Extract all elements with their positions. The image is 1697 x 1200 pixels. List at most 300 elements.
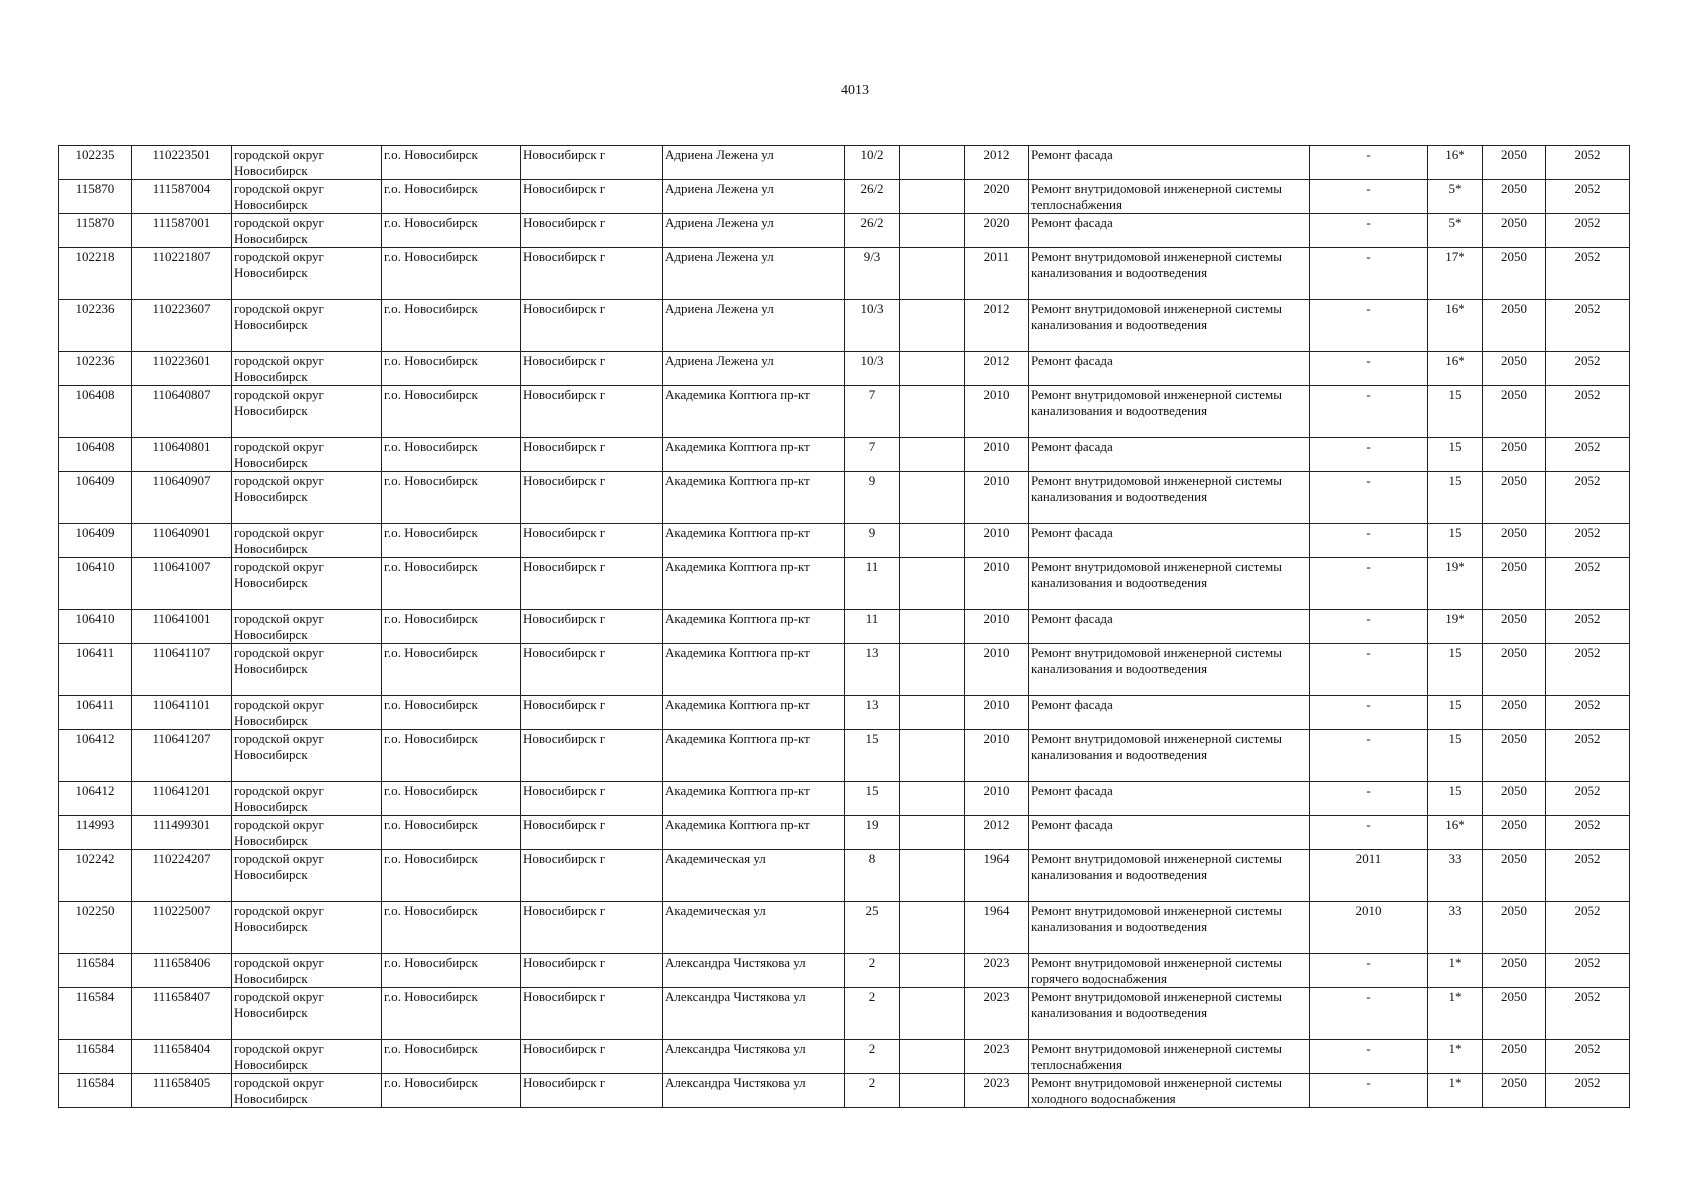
building-cell: [900, 1074, 965, 1108]
settlement-cell: г.о. Новосибирск: [382, 816, 521, 850]
plan-end-cell: 2052: [1546, 610, 1630, 644]
plan-end-cell: 2052: [1546, 386, 1630, 438]
work-id-cell: 110641101: [132, 696, 232, 730]
street-cell: Александра Чистякова ул: [663, 1040, 845, 1074]
build-year-cell: 2010: [965, 524, 1029, 558]
table-row: [59, 438, 1630, 472]
work-id-cell: 111658406: [132, 954, 232, 988]
work-type-cell: Ремонт фасада: [1029, 524, 1310, 558]
last-repair-year-cell: -: [1310, 610, 1428, 644]
plan-end-cell: 2052: [1546, 696, 1630, 730]
settlement-cell: г.о. Новосибирск: [382, 850, 521, 902]
work-id-cell: 110221807: [132, 248, 232, 300]
street-cell: Академика Коптюга пр-кт: [663, 438, 845, 472]
work-type-cell: Ремонт фасада: [1029, 782, 1310, 816]
last-repair-year-cell: -: [1310, 954, 1428, 988]
work-id-cell: 111658405: [132, 1074, 232, 1108]
last-repair-year-cell: -: [1310, 438, 1428, 472]
work-id-cell: 110641007: [132, 558, 232, 610]
house-id-cell: 102250: [59, 902, 132, 954]
work-id-cell: 110641001: [132, 610, 232, 644]
municipality-cell: городской округ Новосибирск: [232, 214, 382, 248]
street-cell: Александра Чистякова ул: [663, 988, 845, 1040]
last-repair-year-cell: -: [1310, 214, 1428, 248]
plan-start-cell: 2050: [1483, 610, 1546, 644]
build-year-cell: 1964: [965, 850, 1029, 902]
house-number-cell: 26/2: [845, 180, 900, 214]
building-cell: [900, 386, 965, 438]
municipality-cell: городской округ Новосибирск: [232, 816, 382, 850]
street-cell: Академика Коптюга пр-кт: [663, 644, 845, 696]
wear-cell: 17*: [1428, 248, 1483, 300]
street-cell: Академика Коптюга пр-кт: [663, 782, 845, 816]
table-row: [59, 1040, 1630, 1074]
build-year-cell: 1964: [965, 902, 1029, 954]
locality-cell: Новосибирск г: [521, 352, 663, 386]
work-type-cell: Ремонт фасада: [1029, 352, 1310, 386]
locality-cell: Новосибирск г: [521, 214, 663, 248]
house-number-cell: 15: [845, 730, 900, 782]
plan-end-cell: 2052: [1546, 438, 1630, 472]
plan-end-cell: 2052: [1546, 782, 1630, 816]
locality-cell: Новосибирск г: [521, 816, 663, 850]
building-cell: [900, 902, 965, 954]
build-year-cell: 2010: [965, 558, 1029, 610]
work-id-cell: 111587004: [132, 180, 232, 214]
street-cell: Академическая ул: [663, 850, 845, 902]
locality-cell: Новосибирск г: [521, 1040, 663, 1074]
wear-cell: 1*: [1428, 988, 1483, 1040]
municipality-cell: городской округ Новосибирск: [232, 180, 382, 214]
table-row: [59, 850, 1630, 902]
municipality-cell: городской округ Новосибирск: [232, 558, 382, 610]
wear-cell: 16*: [1428, 816, 1483, 850]
work-id-cell: 110641207: [132, 730, 232, 782]
plan-start-cell: 2050: [1483, 558, 1546, 610]
house-number-cell: 13: [845, 696, 900, 730]
street-cell: Адриена Лежена ул: [663, 248, 845, 300]
house-id-cell: 116584: [59, 954, 132, 988]
house-number-cell: 13: [845, 644, 900, 696]
build-year-cell: 2010: [965, 438, 1029, 472]
wear-cell: 33: [1428, 902, 1483, 954]
house-id-cell: 106410: [59, 558, 132, 610]
locality-cell: Новосибирск г: [521, 850, 663, 902]
house-id-cell: 106409: [59, 472, 132, 524]
settlement-cell: г.о. Новосибирск: [382, 730, 521, 782]
locality-cell: Новосибирск г: [521, 954, 663, 988]
house-id-cell: 102236: [59, 300, 132, 352]
wear-cell: 5*: [1428, 180, 1483, 214]
plan-end-cell: 2052: [1546, 644, 1630, 696]
table-row: [59, 248, 1630, 300]
build-year-cell: 2012: [965, 816, 1029, 850]
work-type-cell: Ремонт внутридомовой инженерной системы горячего водоснабжения: [1029, 954, 1310, 988]
wear-cell: 16*: [1428, 352, 1483, 386]
street-cell: Академика Коптюга пр-кт: [663, 558, 845, 610]
table-row: [59, 644, 1630, 696]
wear-cell: 33: [1428, 850, 1483, 902]
last-repair-year-cell: 2010: [1310, 902, 1428, 954]
table-row: [59, 696, 1630, 730]
street-cell: Академика Коптюга пр-кт: [663, 696, 845, 730]
street-cell: Адриена Лежена ул: [663, 300, 845, 352]
building-cell: [900, 524, 965, 558]
plan-start-cell: 2050: [1483, 524, 1546, 558]
municipality-cell: городской округ Новосибирск: [232, 524, 382, 558]
house-number-cell: 11: [845, 558, 900, 610]
work-id-cell: 110223501: [132, 146, 232, 180]
building-cell: [900, 816, 965, 850]
work-id-cell: 110640907: [132, 472, 232, 524]
locality-cell: Новосибирск г: [521, 472, 663, 524]
wear-cell: 1*: [1428, 1040, 1483, 1074]
work-id-cell: 110641107: [132, 644, 232, 696]
build-year-cell: 2023: [965, 988, 1029, 1040]
table-row: [59, 214, 1630, 248]
building-cell: [900, 300, 965, 352]
plan-start-cell: 2050: [1483, 954, 1546, 988]
settlement-cell: г.о. Новосибирск: [382, 610, 521, 644]
work-id-cell: 110225007: [132, 902, 232, 954]
locality-cell: Новосибирск г: [521, 180, 663, 214]
plan-end-cell: 2052: [1546, 180, 1630, 214]
wear-cell: 15: [1428, 644, 1483, 696]
plan-end-cell: 2052: [1546, 1074, 1630, 1108]
wear-cell: 15: [1428, 782, 1483, 816]
locality-cell: Новосибирск г: [521, 146, 663, 180]
settlement-cell: г.о. Новосибирск: [382, 1040, 521, 1074]
build-year-cell: 2020: [965, 214, 1029, 248]
street-cell: Адриена Лежена ул: [663, 180, 845, 214]
house-id-cell: 106409: [59, 524, 132, 558]
plan-end-cell: 2052: [1546, 558, 1630, 610]
settlement-cell: г.о. Новосибирск: [382, 352, 521, 386]
settlement-cell: г.о. Новосибирск: [382, 954, 521, 988]
house-number-cell: 11: [845, 610, 900, 644]
work-type-cell: Ремонт внутридомовой инженерной системы канализования и водоотведения: [1029, 988, 1310, 1040]
table-row: [59, 352, 1630, 386]
locality-cell: Новосибирск г: [521, 730, 663, 782]
building-cell: [900, 782, 965, 816]
street-cell: Адриена Лежена ул: [663, 352, 845, 386]
street-cell: Академика Коптюга пр-кт: [663, 524, 845, 558]
plan-end-cell: 2052: [1546, 902, 1630, 954]
wear-cell: 19*: [1428, 610, 1483, 644]
plan-end-cell: 2052: [1546, 816, 1630, 850]
building-cell: [900, 696, 965, 730]
build-year-cell: 2023: [965, 1040, 1029, 1074]
street-cell: Адриена Лежена ул: [663, 214, 845, 248]
house-number-cell: 15: [845, 782, 900, 816]
work-type-cell: Ремонт фасада: [1029, 438, 1310, 472]
plan-start-cell: 2050: [1483, 816, 1546, 850]
house-number-cell: 10/2: [845, 146, 900, 180]
build-year-cell: 2012: [965, 300, 1029, 352]
wear-cell: 5*: [1428, 214, 1483, 248]
build-year-cell: 2010: [965, 730, 1029, 782]
last-repair-year-cell: -: [1310, 988, 1428, 1040]
build-year-cell: 2012: [965, 146, 1029, 180]
street-cell: Академическая ул: [663, 902, 845, 954]
plan-start-cell: 2050: [1483, 146, 1546, 180]
work-type-cell: Ремонт внутридомовой инженерной системы канализования и водоотведения: [1029, 730, 1310, 782]
last-repair-year-cell: -: [1310, 696, 1428, 730]
build-year-cell: 2010: [965, 782, 1029, 816]
last-repair-year-cell: 2011: [1310, 850, 1428, 902]
building-cell: [900, 248, 965, 300]
work-type-cell: Ремонт фасада: [1029, 610, 1310, 644]
plan-start-cell: 2050: [1483, 438, 1546, 472]
house-number-cell: 7: [845, 386, 900, 438]
municipality-cell: городской округ Новосибирск: [232, 644, 382, 696]
house-id-cell: 116584: [59, 988, 132, 1040]
house-id-cell: 114993: [59, 816, 132, 850]
building-cell: [900, 1040, 965, 1074]
municipality-cell: городской округ Новосибирск: [232, 610, 382, 644]
municipality-cell: городской округ Новосибирск: [232, 954, 382, 988]
plan-start-cell: 2050: [1483, 730, 1546, 782]
municipality-cell: городской округ Новосибирск: [232, 472, 382, 524]
build-year-cell: 2012: [965, 352, 1029, 386]
municipality-cell: городской округ Новосибирск: [232, 782, 382, 816]
building-cell: [900, 438, 965, 472]
plan-start-cell: 2050: [1483, 386, 1546, 438]
wear-cell: 15: [1428, 696, 1483, 730]
plan-end-cell: 2052: [1546, 524, 1630, 558]
building-cell: [900, 180, 965, 214]
house-number-cell: 9/3: [845, 248, 900, 300]
settlement-cell: г.о. Новосибирск: [382, 782, 521, 816]
wear-cell: 15: [1428, 730, 1483, 782]
building-cell: [900, 644, 965, 696]
settlement-cell: г.о. Новосибирск: [382, 472, 521, 524]
last-repair-year-cell: -: [1310, 300, 1428, 352]
plan-start-cell: 2050: [1483, 248, 1546, 300]
work-type-cell: Ремонт внутридомовой инженерной системы канализования и водоотведения: [1029, 386, 1310, 438]
street-cell: Александра Чистякова ул: [663, 954, 845, 988]
wear-cell: 1*: [1428, 954, 1483, 988]
municipality-cell: городской округ Новосибирск: [232, 386, 382, 438]
work-type-cell: Ремонт внутридомовой инженерной системы теплоснабжения: [1029, 1040, 1310, 1074]
build-year-cell: 2010: [965, 644, 1029, 696]
house-id-cell: 106411: [59, 644, 132, 696]
locality-cell: Новосибирск г: [521, 438, 663, 472]
plan-end-cell: 2052: [1546, 214, 1630, 248]
work-type-cell: Ремонт фасада: [1029, 696, 1310, 730]
settlement-cell: г.о. Новосибирск: [382, 180, 521, 214]
plan-start-cell: 2050: [1483, 988, 1546, 1040]
building-cell: [900, 954, 965, 988]
last-repair-year-cell: -: [1310, 146, 1428, 180]
table-row: [59, 558, 1630, 610]
build-year-cell: 2010: [965, 386, 1029, 438]
municipality-cell: городской округ Новосибирск: [232, 730, 382, 782]
build-year-cell: 2010: [965, 610, 1029, 644]
municipality-cell: городской округ Новосибирск: [232, 352, 382, 386]
build-year-cell: 2023: [965, 954, 1029, 988]
table-row: [59, 472, 1630, 524]
house-id-cell: 106408: [59, 386, 132, 438]
plan-start-cell: 2050: [1483, 472, 1546, 524]
locality-cell: Новосибирск г: [521, 782, 663, 816]
wear-cell: 19*: [1428, 558, 1483, 610]
municipality-cell: городской округ Новосибирск: [232, 1074, 382, 1108]
page-number: 4013: [841, 83, 869, 98]
house-number-cell: 2: [845, 1040, 900, 1074]
repair-schedule-table: [58, 145, 1630, 1108]
settlement-cell: г.о. Новосибирск: [382, 300, 521, 352]
table-row: [59, 954, 1630, 988]
wear-cell: 1*: [1428, 1074, 1483, 1108]
locality-cell: Новосибирск г: [521, 696, 663, 730]
house-id-cell: 106412: [59, 730, 132, 782]
municipality-cell: городской округ Новосибирск: [232, 300, 382, 352]
building-cell: [900, 558, 965, 610]
table-row: [59, 782, 1630, 816]
house-id-cell: 106410: [59, 610, 132, 644]
work-type-cell: Ремонт фасада: [1029, 146, 1310, 180]
municipality-cell: городской округ Новосибирск: [232, 1040, 382, 1074]
street-cell: Александра Чистякова ул: [663, 1074, 845, 1108]
house-number-cell: 2: [845, 988, 900, 1040]
work-id-cell: 110640807: [132, 386, 232, 438]
locality-cell: Новосибирск г: [521, 988, 663, 1040]
house-id-cell: 106408: [59, 438, 132, 472]
house-number-cell: 10/3: [845, 352, 900, 386]
plan-end-cell: 2052: [1546, 954, 1630, 988]
last-repair-year-cell: -: [1310, 352, 1428, 386]
work-id-cell: 110641201: [132, 782, 232, 816]
plan-start-cell: 2050: [1483, 902, 1546, 954]
house-id-cell: 116584: [59, 1074, 132, 1108]
building-cell: [900, 146, 965, 180]
plan-end-cell: 2052: [1546, 248, 1630, 300]
last-repair-year-cell: -: [1310, 644, 1428, 696]
build-year-cell: 2010: [965, 696, 1029, 730]
house-id-cell: 115870: [59, 214, 132, 248]
last-repair-year-cell: -: [1310, 386, 1428, 438]
table-row: [59, 146, 1630, 180]
wear-cell: 16*: [1428, 146, 1483, 180]
last-repair-year-cell: -: [1310, 180, 1428, 214]
settlement-cell: г.о. Новосибирск: [382, 386, 521, 438]
house-id-cell: 115870: [59, 180, 132, 214]
plan-start-cell: 2050: [1483, 300, 1546, 352]
last-repair-year-cell: -: [1310, 782, 1428, 816]
settlement-cell: г.о. Новосибирск: [382, 988, 521, 1040]
plan-start-cell: 2050: [1483, 850, 1546, 902]
plan-end-cell: 2052: [1546, 1040, 1630, 1074]
settlement-cell: г.о. Новосибирск: [382, 644, 521, 696]
building-cell: [900, 472, 965, 524]
wear-cell: 15: [1428, 438, 1483, 472]
municipality-cell: городской округ Новосибирск: [232, 850, 382, 902]
work-type-cell: Ремонт внутридомовой инженерной системы канализования и водоотведения: [1029, 248, 1310, 300]
work-type-cell: Ремонт внутридомовой инженерной системы канализования и водоотведения: [1029, 850, 1310, 902]
table-row: [59, 610, 1630, 644]
plan-start-cell: 2050: [1483, 696, 1546, 730]
plan-start-cell: 2050: [1483, 1074, 1546, 1108]
municipality-cell: городской округ Новосибирск: [232, 146, 382, 180]
plan-start-cell: 2050: [1483, 782, 1546, 816]
house-number-cell: 2: [845, 954, 900, 988]
wear-cell: 16*: [1428, 300, 1483, 352]
table-row: [59, 180, 1630, 214]
plan-start-cell: 2050: [1483, 352, 1546, 386]
building-cell: [900, 610, 965, 644]
house-id-cell: 102242: [59, 850, 132, 902]
building-cell: [900, 850, 965, 902]
work-type-cell: Ремонт внутридомовой инженерной системы теплоснабжения: [1029, 180, 1310, 214]
table-row: [59, 816, 1630, 850]
locality-cell: Новосибирск г: [521, 644, 663, 696]
building-cell: [900, 352, 965, 386]
municipality-cell: городской округ Новосибирск: [232, 696, 382, 730]
settlement-cell: г.о. Новосибирск: [382, 248, 521, 300]
house-id-cell: 102236: [59, 352, 132, 386]
settlement-cell: г.о. Новосибирск: [382, 214, 521, 248]
last-repair-year-cell: -: [1310, 816, 1428, 850]
work-type-cell: Ремонт внутридомовой инженерной системы канализования и водоотведения: [1029, 472, 1310, 524]
work-type-cell: Ремонт фасада: [1029, 816, 1310, 850]
plan-end-cell: 2052: [1546, 730, 1630, 782]
plan-end-cell: 2052: [1546, 988, 1630, 1040]
house-number-cell: 9: [845, 472, 900, 524]
work-id-cell: 111658404: [132, 1040, 232, 1074]
plan-start-cell: 2050: [1483, 180, 1546, 214]
table-row: [59, 524, 1630, 558]
locality-cell: Новосибирск г: [521, 558, 663, 610]
house-number-cell: 8: [845, 850, 900, 902]
wear-cell: 15: [1428, 472, 1483, 524]
build-year-cell: 2010: [965, 472, 1029, 524]
building-cell: [900, 988, 965, 1040]
building-cell: [900, 730, 965, 782]
settlement-cell: г.о. Новосибирск: [382, 902, 521, 954]
build-year-cell: 2020: [965, 180, 1029, 214]
street-cell: Академика Коптюга пр-кт: [663, 472, 845, 524]
last-repair-year-cell: -: [1310, 1074, 1428, 1108]
plan-end-cell: 2052: [1546, 472, 1630, 524]
work-id-cell: 110640901: [132, 524, 232, 558]
plan-start-cell: 2050: [1483, 1040, 1546, 1074]
settlement-cell: г.о. Новосибирск: [382, 558, 521, 610]
settlement-cell: г.о. Новосибирск: [382, 524, 521, 558]
settlement-cell: г.о. Новосибирск: [382, 146, 521, 180]
work-id-cell: 111658407: [132, 988, 232, 1040]
house-number-cell: 9: [845, 524, 900, 558]
municipality-cell: городской округ Новосибирск: [232, 902, 382, 954]
street-cell: Академика Коптюга пр-кт: [663, 816, 845, 850]
settlement-cell: г.о. Новосибирск: [382, 1074, 521, 1108]
house-number-cell: 2: [845, 1074, 900, 1108]
settlement-cell: г.о. Новосибирск: [382, 438, 521, 472]
locality-cell: Новосибирск г: [521, 902, 663, 954]
building-cell: [900, 214, 965, 248]
house-number-cell: 7: [845, 438, 900, 472]
street-cell: Академика Коптюга пр-кт: [663, 610, 845, 644]
plan-end-cell: 2052: [1546, 352, 1630, 386]
table-row: [59, 730, 1630, 782]
house-number-cell: 19: [845, 816, 900, 850]
last-repair-year-cell: -: [1310, 472, 1428, 524]
street-cell: Адриена Лежена ул: [663, 146, 845, 180]
build-year-cell: 2011: [965, 248, 1029, 300]
settlement-cell: г.о. Новосибирск: [382, 696, 521, 730]
plan-start-cell: 2050: [1483, 644, 1546, 696]
house-id-cell: 106411: [59, 696, 132, 730]
